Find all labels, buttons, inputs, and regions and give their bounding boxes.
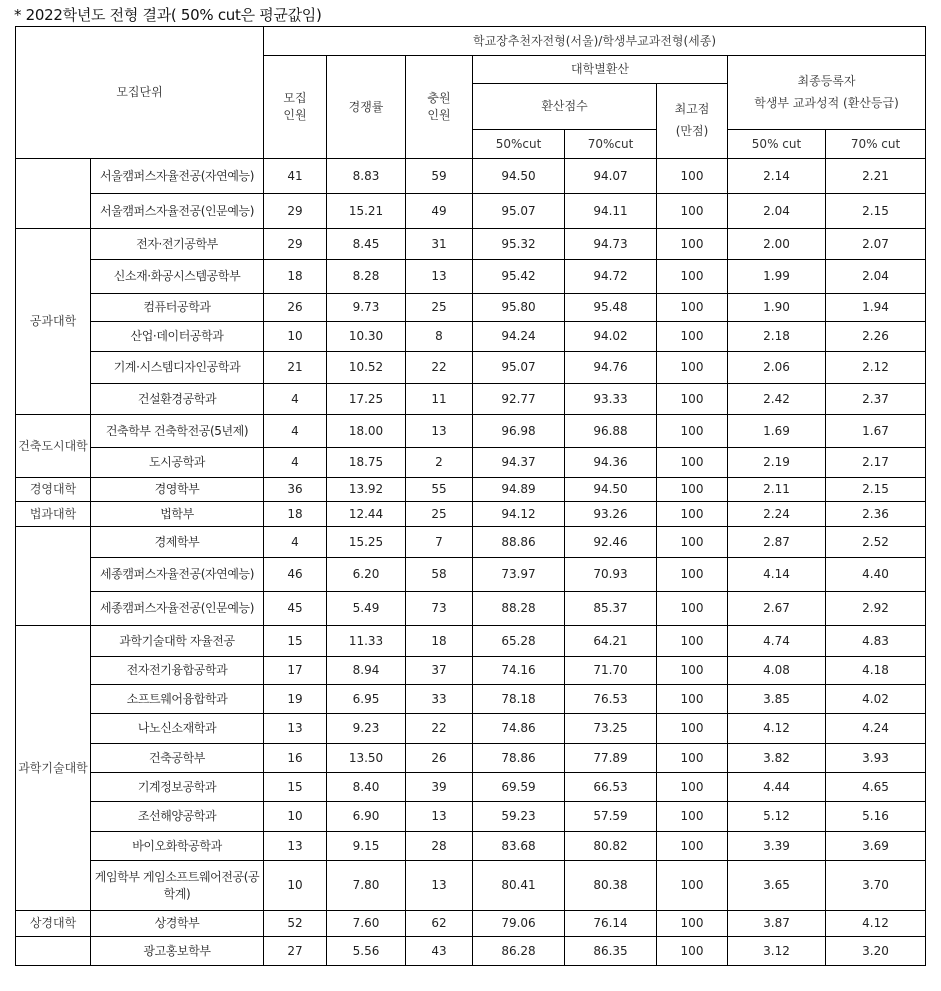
max-score-cell: 100	[657, 260, 728, 294]
score-70cut-cell: 94.11	[565, 194, 657, 229]
extra-cell: 13	[406, 260, 473, 294]
competition-cell: 7.60	[327, 911, 406, 937]
extra-cell: 11	[406, 384, 473, 415]
header-cut50: 50%cut	[473, 130, 565, 159]
competition-cell: 18.75	[327, 448, 406, 478]
table-row	[16, 384, 926, 415]
capacity-cell: 10	[264, 322, 327, 352]
score-70cut-cell: 76.14	[565, 911, 657, 937]
capacity-cell: 26	[264, 294, 327, 322]
max-score-cell: 100	[657, 159, 728, 194]
college-group: 건축도시대학	[16, 415, 91, 478]
capacity-cell: 10	[264, 861, 327, 911]
score-50cut-cell: 73.97	[473, 558, 565, 592]
extra-cell: 49	[406, 194, 473, 229]
unit-name: 건설환경공학과	[91, 384, 264, 415]
max-score-cell: 100	[657, 527, 728, 558]
max-score-cell: 100	[657, 415, 728, 448]
max-score-cell: 100	[657, 558, 728, 592]
competition-cell: 9.73	[327, 294, 406, 322]
score-50cut-cell: 94.50	[473, 159, 565, 194]
header-admission-type: 학교장추천자전형(서울)/학생부교과전형(세종)	[264, 27, 926, 56]
grade-50cut-cell: 3.87	[728, 911, 826, 937]
competition-cell: 13.92	[327, 478, 406, 502]
header-final: 최종등록자 학생부 교과성적 (환산등급)	[728, 56, 926, 130]
score-70cut-cell: 57.59	[565, 802, 657, 832]
max-score-cell: 100	[657, 802, 728, 832]
table-row	[16, 352, 926, 384]
grade-70cut-cell: 5.16	[826, 802, 926, 832]
grade-50cut-cell: 2.11	[728, 478, 826, 502]
score-70cut-cell: 85.37	[565, 592, 657, 626]
header-grade70: 70% cut	[826, 130, 926, 159]
capacity-cell: 19	[264, 685, 327, 714]
college-group: 공과대학	[16, 229, 91, 415]
max-score-cell: 100	[657, 714, 728, 744]
extra-cell: 33	[406, 685, 473, 714]
max-score-cell: 100	[657, 502, 728, 527]
grade-50cut-cell: 2.87	[728, 527, 826, 558]
page-title: * 2022학년도 전형 결과( 50% cut은 평균값임)	[14, 6, 322, 24]
table-row	[16, 229, 926, 260]
score-70cut-cell: 71.70	[565, 657, 657, 685]
header-max-score: 최고점 (만점)	[657, 84, 728, 159]
unit-name: 과학기술대학 자율전공	[91, 626, 264, 657]
score-50cut-cell: 94.89	[473, 478, 565, 502]
competition-cell: 9.23	[327, 714, 406, 744]
unit-name: 나노신소재학과	[91, 714, 264, 744]
score-50cut-cell: 94.24	[473, 322, 565, 352]
score-70cut-cell: 94.02	[565, 322, 657, 352]
unit-name: 산업·데이터공학과	[91, 322, 264, 352]
capacity-cell: 45	[264, 592, 327, 626]
competition-cell: 8.94	[327, 657, 406, 685]
table-row	[16, 592, 926, 626]
table-row	[16, 714, 926, 744]
table-row	[16, 448, 926, 478]
competition-cell: 5.56	[327, 937, 406, 966]
competition-cell: 13.50	[327, 744, 406, 773]
table-row	[16, 159, 926, 194]
grade-70cut-cell: 3.20	[826, 937, 926, 966]
competition-cell: 10.30	[327, 322, 406, 352]
extra-cell: 58	[406, 558, 473, 592]
score-50cut-cell: 96.98	[473, 415, 565, 448]
college-group	[16, 159, 91, 229]
header-score: 환산점수	[473, 84, 657, 130]
competition-cell: 8.45	[327, 229, 406, 260]
unit-name: 전자전기융합공학과	[91, 657, 264, 685]
grade-70cut-cell: 4.65	[826, 773, 926, 802]
extra-cell: 62	[406, 911, 473, 937]
college-group: 상경대학	[16, 911, 91, 937]
score-70cut-cell: 86.35	[565, 937, 657, 966]
max-score-cell: 100	[657, 685, 728, 714]
grade-50cut-cell: 3.12	[728, 937, 826, 966]
score-50cut-cell: 95.42	[473, 260, 565, 294]
table-row	[16, 260, 926, 294]
unit-name: 광고홍보학부	[91, 937, 264, 966]
college-group	[16, 527, 91, 626]
header-unit: 모집단위	[16, 27, 264, 159]
grade-70cut-cell: 2.26	[826, 322, 926, 352]
capacity-cell: 13	[264, 832, 327, 861]
score-70cut-cell: 95.48	[565, 294, 657, 322]
unit-name: 건축학부 건축학전공(5년제)	[91, 415, 264, 448]
score-50cut-cell: 94.37	[473, 448, 565, 478]
table-row	[16, 744, 926, 773]
capacity-cell: 18	[264, 502, 327, 527]
grade-50cut-cell: 3.65	[728, 861, 826, 911]
grade-70cut-cell: 2.52	[826, 527, 926, 558]
extra-cell: 7	[406, 527, 473, 558]
max-score-cell: 100	[657, 832, 728, 861]
grade-50cut-cell: 4.08	[728, 657, 826, 685]
unit-name: 소프트웨어융합학과	[91, 685, 264, 714]
score-50cut-cell: 65.28	[473, 626, 565, 657]
extra-cell: 43	[406, 937, 473, 966]
score-70cut-cell: 80.82	[565, 832, 657, 861]
max-score-cell: 100	[657, 229, 728, 260]
capacity-cell: 46	[264, 558, 327, 592]
extra-cell: 26	[406, 744, 473, 773]
max-score-cell: 100	[657, 773, 728, 802]
max-score-cell: 100	[657, 448, 728, 478]
grade-70cut-cell: 2.21	[826, 159, 926, 194]
grade-70cut-cell: 1.67	[826, 415, 926, 448]
capacity-cell: 13	[264, 714, 327, 744]
max-score-cell: 100	[657, 744, 728, 773]
grade-70cut-cell: 2.37	[826, 384, 926, 415]
unit-name: 컴퓨터공학과	[91, 294, 264, 322]
extra-cell: 8	[406, 322, 473, 352]
header-capacity: 모집 인원	[264, 56, 327, 159]
unit-name: 기계정보공학과	[91, 773, 264, 802]
college-group: 경영대학	[16, 478, 91, 502]
capacity-cell: 15	[264, 626, 327, 657]
extra-cell: 13	[406, 415, 473, 448]
grade-70cut-cell: 4.02	[826, 685, 926, 714]
grade-50cut-cell: 5.12	[728, 802, 826, 832]
grade-70cut-cell: 3.93	[826, 744, 926, 773]
capacity-cell: 10	[264, 802, 327, 832]
header-grade50: 50% cut	[728, 130, 826, 159]
grade-50cut-cell: 4.74	[728, 626, 826, 657]
unit-name: 법학부	[91, 502, 264, 527]
score-50cut-cell: 88.86	[473, 527, 565, 558]
grade-70cut-cell: 2.15	[826, 478, 926, 502]
score-50cut-cell: 95.80	[473, 294, 565, 322]
header-cut70: 70%cut	[565, 130, 657, 159]
table-row	[16, 937, 926, 966]
competition-cell: 18.00	[327, 415, 406, 448]
capacity-cell: 27	[264, 937, 327, 966]
score-50cut-cell: 59.23	[473, 802, 565, 832]
score-70cut-cell: 64.21	[565, 626, 657, 657]
grade-70cut-cell: 2.12	[826, 352, 926, 384]
table-row	[16, 194, 926, 229]
extra-cell: 13	[406, 861, 473, 911]
score-50cut-cell: 78.18	[473, 685, 565, 714]
grade-70cut-cell: 4.18	[826, 657, 926, 685]
capacity-cell: 4	[264, 384, 327, 415]
grade-50cut-cell: 2.06	[728, 352, 826, 384]
capacity-cell: 52	[264, 911, 327, 937]
table-row	[16, 832, 926, 861]
max-score-cell: 100	[657, 384, 728, 415]
unit-name: 세종캠퍼스자율전공(인문예능)	[91, 592, 264, 626]
competition-cell: 15.21	[327, 194, 406, 229]
header-converted: 대학별환산	[473, 56, 728, 84]
extra-cell: 25	[406, 502, 473, 527]
score-70cut-cell: 93.26	[565, 502, 657, 527]
grade-50cut-cell: 1.69	[728, 415, 826, 448]
score-50cut-cell: 88.28	[473, 592, 565, 626]
competition-cell: 17.25	[327, 384, 406, 415]
extra-cell: 22	[406, 714, 473, 744]
unit-name: 기계·시스템디자인공학과	[91, 352, 264, 384]
score-50cut-cell: 74.86	[473, 714, 565, 744]
college-group: 법과대학	[16, 502, 91, 527]
capacity-cell: 21	[264, 352, 327, 384]
score-50cut-cell: 79.06	[473, 911, 565, 937]
score-50cut-cell: 74.16	[473, 657, 565, 685]
table-row	[16, 502, 926, 527]
grade-50cut-cell: 2.14	[728, 159, 826, 194]
grade-70cut-cell: 2.17	[826, 448, 926, 478]
grade-70cut-cell: 2.07	[826, 229, 926, 260]
extra-cell: 28	[406, 832, 473, 861]
max-score-cell: 100	[657, 322, 728, 352]
score-50cut-cell: 95.32	[473, 229, 565, 260]
unit-name: 도시공학과	[91, 448, 264, 478]
competition-cell: 8.28	[327, 260, 406, 294]
score-70cut-cell: 73.25	[565, 714, 657, 744]
extra-cell: 31	[406, 229, 473, 260]
grade-50cut-cell: 4.44	[728, 773, 826, 802]
table-row	[16, 685, 926, 714]
grade-50cut-cell: 2.18	[728, 322, 826, 352]
score-70cut-cell: 94.76	[565, 352, 657, 384]
max-score-cell: 100	[657, 911, 728, 937]
table-row	[16, 802, 926, 832]
grade-70cut-cell: 4.12	[826, 911, 926, 937]
score-50cut-cell: 86.28	[473, 937, 565, 966]
unit-name: 경영학부	[91, 478, 264, 502]
grade-70cut-cell: 4.24	[826, 714, 926, 744]
capacity-cell: 4	[264, 527, 327, 558]
extra-cell: 59	[406, 159, 473, 194]
admission-results-table	[15, 26, 926, 966]
unit-name: 서울캠퍼스자율전공(자연예능)	[91, 159, 264, 194]
max-score-cell: 100	[657, 194, 728, 229]
header-row-1	[16, 27, 926, 56]
grade-50cut-cell: 3.82	[728, 744, 826, 773]
score-70cut-cell: 94.72	[565, 260, 657, 294]
competition-cell: 12.44	[327, 502, 406, 527]
grade-50cut-cell: 4.12	[728, 714, 826, 744]
extra-cell: 2	[406, 448, 473, 478]
competition-cell: 9.15	[327, 832, 406, 861]
capacity-cell: 41	[264, 159, 327, 194]
table-row	[16, 626, 926, 657]
capacity-cell: 36	[264, 478, 327, 502]
competition-cell: 10.52	[327, 352, 406, 384]
score-70cut-cell: 96.88	[565, 415, 657, 448]
extra-cell: 37	[406, 657, 473, 685]
score-50cut-cell: 83.68	[473, 832, 565, 861]
capacity-cell: 29	[264, 194, 327, 229]
competition-cell: 5.49	[327, 592, 406, 626]
competition-cell: 8.83	[327, 159, 406, 194]
score-70cut-cell: 77.89	[565, 744, 657, 773]
grade-70cut-cell: 1.94	[826, 294, 926, 322]
score-50cut-cell: 69.59	[473, 773, 565, 802]
grade-70cut-cell: 2.15	[826, 194, 926, 229]
unit-name: 전자·전기공학부	[91, 229, 264, 260]
max-score-cell: 100	[657, 657, 728, 685]
score-50cut-cell: 94.12	[473, 502, 565, 527]
competition-cell: 6.90	[327, 802, 406, 832]
score-70cut-cell: 66.53	[565, 773, 657, 802]
unit-name: 경제학부	[91, 527, 264, 558]
score-70cut-cell: 92.46	[565, 527, 657, 558]
grade-70cut-cell: 3.69	[826, 832, 926, 861]
grade-70cut-cell: 4.83	[826, 626, 926, 657]
max-score-cell: 100	[657, 294, 728, 322]
grade-50cut-cell: 3.85	[728, 685, 826, 714]
score-70cut-cell: 94.73	[565, 229, 657, 260]
competition-cell: 8.40	[327, 773, 406, 802]
grade-70cut-cell: 2.92	[826, 592, 926, 626]
score-70cut-cell: 70.93	[565, 558, 657, 592]
grade-50cut-cell: 3.39	[728, 832, 826, 861]
header-competition: 경쟁률	[327, 56, 406, 159]
grade-50cut-cell: 2.19	[728, 448, 826, 478]
competition-cell: 7.80	[327, 861, 406, 911]
extra-cell: 25	[406, 294, 473, 322]
table-row	[16, 657, 926, 685]
table-row	[16, 322, 926, 352]
competition-cell: 6.95	[327, 685, 406, 714]
max-score-cell: 100	[657, 592, 728, 626]
max-score-cell: 100	[657, 352, 728, 384]
extra-cell: 73	[406, 592, 473, 626]
college-group: 과학기술대학	[16, 626, 91, 911]
header-extra: 충원 인원	[406, 56, 473, 159]
college-group	[16, 937, 91, 966]
max-score-cell: 100	[657, 478, 728, 502]
grade-70cut-cell: 2.04	[826, 260, 926, 294]
competition-cell: 15.25	[327, 527, 406, 558]
capacity-cell: 15	[264, 773, 327, 802]
grade-50cut-cell: 2.67	[728, 592, 826, 626]
extra-cell: 55	[406, 478, 473, 502]
table-row	[16, 861, 926, 911]
unit-name: 서울캠퍼스자율전공(인문예능)	[91, 194, 264, 229]
capacity-cell: 16	[264, 744, 327, 773]
capacity-cell: 4	[264, 448, 327, 478]
extra-cell: 18	[406, 626, 473, 657]
extra-cell: 39	[406, 773, 473, 802]
grade-50cut-cell: 2.04	[728, 194, 826, 229]
score-50cut-cell: 92.77	[473, 384, 565, 415]
table-row	[16, 911, 926, 937]
table-row	[16, 558, 926, 592]
score-70cut-cell: 94.50	[565, 478, 657, 502]
score-50cut-cell: 95.07	[473, 194, 565, 229]
grade-50cut-cell: 2.24	[728, 502, 826, 527]
grade-70cut-cell: 4.40	[826, 558, 926, 592]
competition-cell: 6.20	[327, 558, 406, 592]
grade-70cut-cell: 3.70	[826, 861, 926, 911]
unit-name: 바이오화학공학과	[91, 832, 264, 861]
max-score-cell: 100	[657, 937, 728, 966]
score-50cut-cell: 78.86	[473, 744, 565, 773]
score-70cut-cell: 94.07	[565, 159, 657, 194]
table-row	[16, 773, 926, 802]
capacity-cell: 29	[264, 229, 327, 260]
max-score-cell: 100	[657, 626, 728, 657]
capacity-cell: 17	[264, 657, 327, 685]
score-70cut-cell: 76.53	[565, 685, 657, 714]
extra-cell: 13	[406, 802, 473, 832]
table-row	[16, 527, 926, 558]
score-70cut-cell: 94.36	[565, 448, 657, 478]
table-row	[16, 294, 926, 322]
table-row	[16, 478, 926, 502]
grade-50cut-cell: 2.00	[728, 229, 826, 260]
unit-name: 조선해양공학과	[91, 802, 264, 832]
max-score-cell: 100	[657, 861, 728, 911]
score-50cut-cell: 95.07	[473, 352, 565, 384]
unit-name: 상경학부	[91, 911, 264, 937]
capacity-cell: 18	[264, 260, 327, 294]
competition-cell: 11.33	[327, 626, 406, 657]
grade-70cut-cell: 2.36	[826, 502, 926, 527]
unit-name: 건축공학부	[91, 744, 264, 773]
score-70cut-cell: 80.38	[565, 861, 657, 911]
extra-cell: 22	[406, 352, 473, 384]
capacity-cell: 4	[264, 415, 327, 448]
grade-50cut-cell: 1.90	[728, 294, 826, 322]
grade-50cut-cell: 2.42	[728, 384, 826, 415]
table-row	[16, 415, 926, 448]
unit-name: 게임학부 게임소프트웨어전공(공학계)	[91, 861, 264, 911]
grade-50cut-cell: 4.14	[728, 558, 826, 592]
score-70cut-cell: 93.33	[565, 384, 657, 415]
score-50cut-cell: 80.41	[473, 861, 565, 911]
unit-name: 세종캠퍼스자율전공(자연예능)	[91, 558, 264, 592]
grade-50cut-cell: 1.99	[728, 260, 826, 294]
unit-name: 신소재·화공시스템공학부	[91, 260, 264, 294]
